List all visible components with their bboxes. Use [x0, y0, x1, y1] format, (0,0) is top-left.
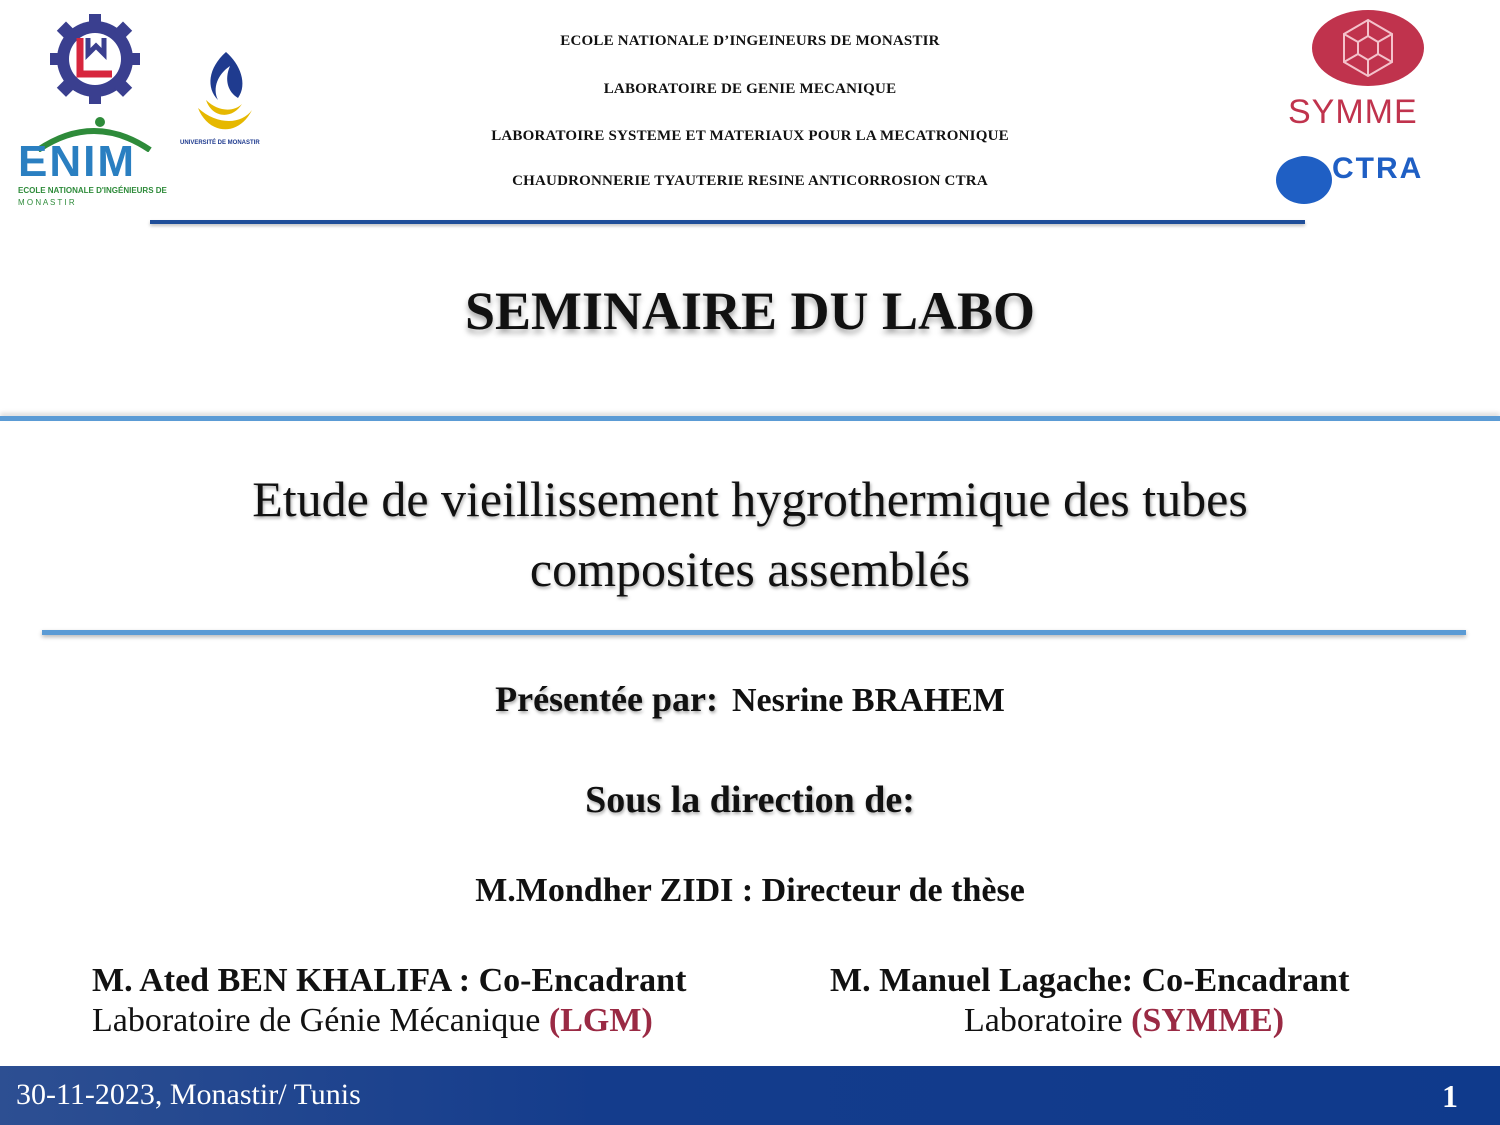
- header-line-1: ECOLE NATIONALE D’INGEINEURS DE MONASTIR: [560, 33, 940, 49]
- co-supervisor-left: [92, 962, 792, 1040]
- presenter: [0, 678, 1500, 720]
- ctra-logo: [1274, 148, 1454, 208]
- direction-label: Sous la direction de:: [585, 779, 915, 821]
- symme-wordmark: SYMME: [1288, 93, 1418, 131]
- header-divider: [150, 220, 1305, 224]
- header-line-4: CHAUDRONNERIE TYAUTERIE RESINE ANTICORROSION CTRA: [512, 173, 988, 189]
- symme-logo: [1282, 8, 1452, 133]
- co-supervisor-lab: Laboratoire: [964, 1002, 1132, 1039]
- presenter-label: Présentée par:: [495, 679, 718, 719]
- co-supervisor-name: M. Manuel Lagache: Co-Encadrant: [830, 962, 1350, 999]
- enim-city: M O N A S T I R: [18, 198, 75, 207]
- ctra-wordmark: CTRA: [1332, 152, 1424, 185]
- co-supervisor-right: [830, 962, 1430, 1040]
- enim-logo: [18, 112, 170, 212]
- thesis-subject: [0, 464, 1500, 604]
- co-supervisor-name: M. Ated BEN KHALIFA : Co-Encadrant: [92, 962, 687, 999]
- title-divider: [0, 416, 1500, 421]
- thesis-subject-line-1: Etude de vieillissement hygrothermique des tubes: [252, 471, 1248, 527]
- header-line-2: LABORATOIRE DE GENIE MECANIQUE: [603, 81, 897, 97]
- symme-badge-icon: [1282, 8, 1452, 88]
- co-supervisor-lab: Laboratoire de Génie Mécanique: [92, 1002, 549, 1039]
- main-supervisor: M.Mondher ZIDI : Directeur de thèse: [475, 872, 1025, 909]
- enim-wordmark: ENIM: [18, 137, 136, 186]
- presenter-name: Nesrine BRAHEM: [731, 682, 1005, 719]
- footer-bar: [0, 1066, 1500, 1125]
- subject-divider: [42, 630, 1466, 635]
- lab-acronym: (SYMME): [1131, 1002, 1285, 1039]
- header-line-3: LABORATOIRE SYSTEME ET MATERIAUX POUR LA MECATRONIQUE: [491, 128, 1009, 144]
- slide-title: SEMINAIRE DU LABO: [464, 281, 1036, 341]
- thesis-subject-line-2: composites assemblés: [529, 541, 971, 597]
- enim-subtitle: ECOLE NATIONALE D'INGÉNIEURS DE: [18, 186, 167, 195]
- lab-acronym: (LGM): [548, 1002, 653, 1039]
- page-number: 1: [1442, 1078, 1458, 1114]
- university-caption: UNIVERSITÉ DE MONASTIR: [180, 140, 260, 146]
- footer-date-place: 30-11-2023, Monastir/ Tunis: [16, 1078, 361, 1111]
